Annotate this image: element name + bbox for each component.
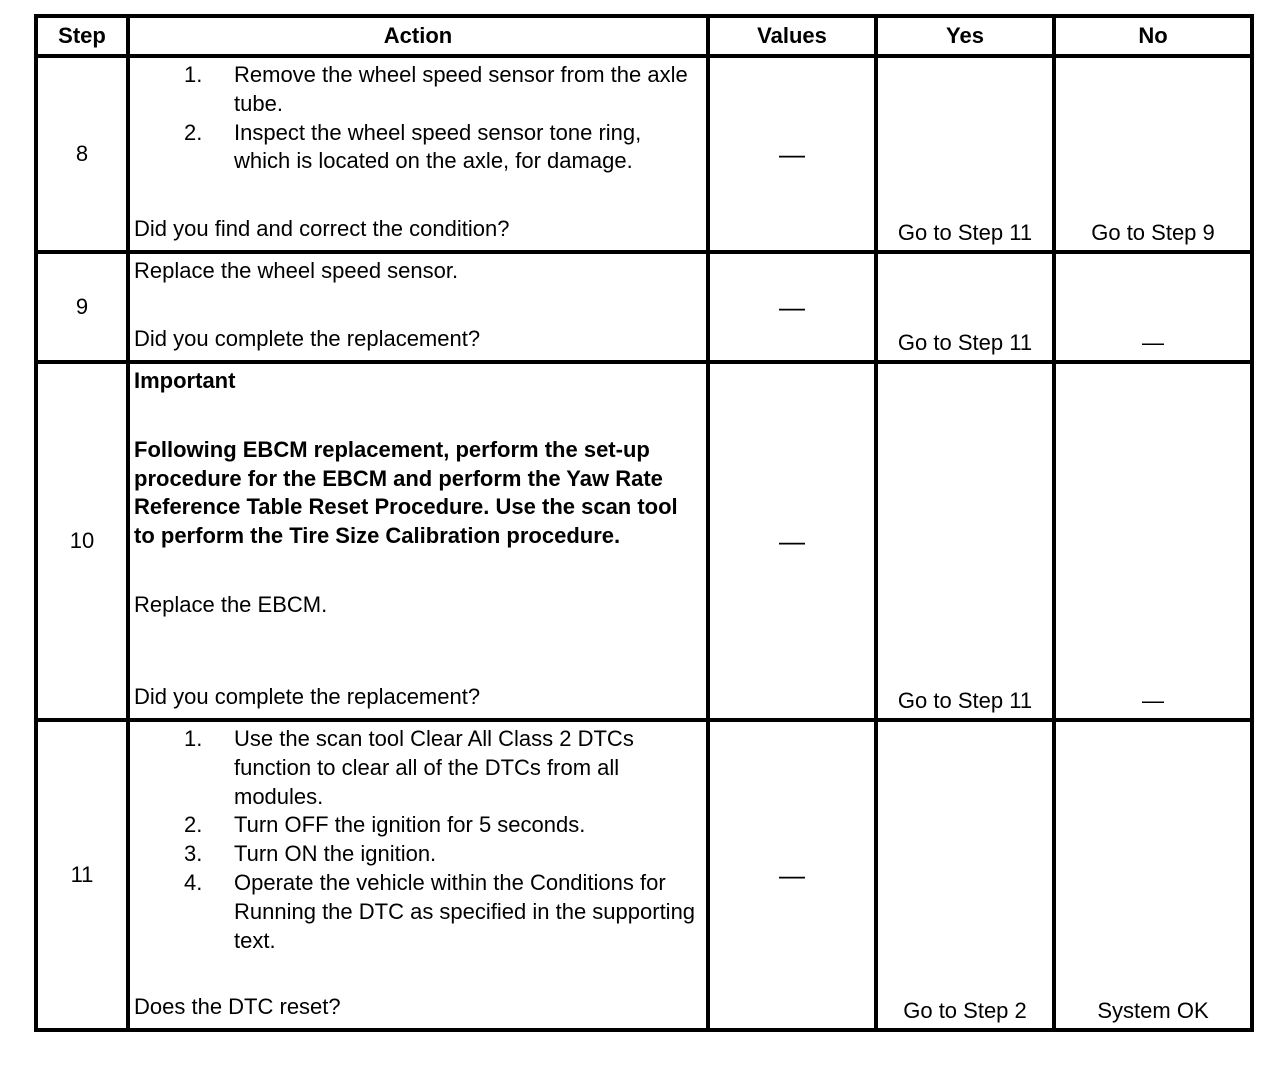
table-row-step-8: [36, 56, 1252, 252]
header-row: [36, 16, 1252, 56]
no-result: System OK: [1054, 720, 1252, 1030]
step-number: 11: [36, 720, 128, 1030]
diagnostic-table: [34, 14, 1254, 1032]
important-text: Following EBCM replacement, perform the set-up procedure for the EBCM and perform the Yaw Rate Reference Table Reset Procedure. Use the scan tool to perform the Tire Size Calibration procedure.: [134, 436, 678, 549]
step-list: [134, 58, 700, 176]
values-cell: —: [708, 56, 876, 252]
yes-link[interactable]: Go to Step 11: [876, 362, 1054, 720]
list-item: 3. Turn ON the ignition.: [184, 841, 437, 867]
important-title: Important: [134, 368, 236, 393]
step-number: 8: [36, 56, 128, 252]
action-cell: [128, 362, 708, 720]
no-link[interactable]: Go to Step 9: [1054, 56, 1252, 252]
list-item: 2. Turn OFF the ignition for 5 seconds.: [184, 812, 586, 838]
table-row-step-10: [36, 362, 1252, 720]
action-text: Replace the EBCM.: [134, 591, 328, 617]
table-row-step-9: [36, 252, 1252, 362]
list-item: 1. Remove the wheel speed sensor from the axle tube.: [184, 62, 688, 116]
yes-link[interactable]: Go to Step 2: [876, 720, 1054, 1030]
step-list: [134, 722, 700, 955]
action-text: Replace the wheel speed sensor.: [134, 258, 459, 283]
question-text: Did you find and correct the condition?: [134, 216, 510, 242]
question-text: Does the DTC reset?: [134, 994, 341, 1020]
yes-link[interactable]: Go to Step 11: [876, 56, 1054, 252]
no-dash: —: [1054, 252, 1252, 362]
list-item: 4. Operate the vehicle within the Conditions for Running the DTC as specified in the supporting text.: [184, 869, 696, 953]
action-cell: [128, 56, 708, 252]
table-row-step-11: [36, 720, 1252, 1030]
yes-link[interactable]: Go to Step 11: [876, 252, 1054, 362]
action-cell: [128, 252, 708, 362]
header-no: No: [1054, 16, 1252, 56]
values-cell: —: [708, 362, 876, 720]
header-yes: Yes: [876, 16, 1054, 56]
list-item: 2. Inspect the wheel speed sensor tone ring, which is located on the axle, for damage.: [184, 119, 642, 174]
question-text: Did you complete the replacement?: [134, 684, 481, 710]
no-dash: —: [1054, 362, 1252, 720]
step-number: 10: [36, 362, 128, 720]
header-action: Action: [128, 16, 708, 56]
header-values: Values: [708, 16, 876, 56]
values-cell: —: [708, 252, 876, 362]
header-step: Step: [36, 16, 128, 56]
step-number: 9: [36, 252, 128, 362]
action-cell: [128, 720, 708, 1030]
list-item: 1. Use the scan tool Clear All Class 2 DTCs function to clear all of the DTCs from all modules.: [184, 726, 634, 809]
question-text: Did you complete the replacement?: [134, 326, 481, 352]
values-cell: —: [708, 720, 876, 1030]
